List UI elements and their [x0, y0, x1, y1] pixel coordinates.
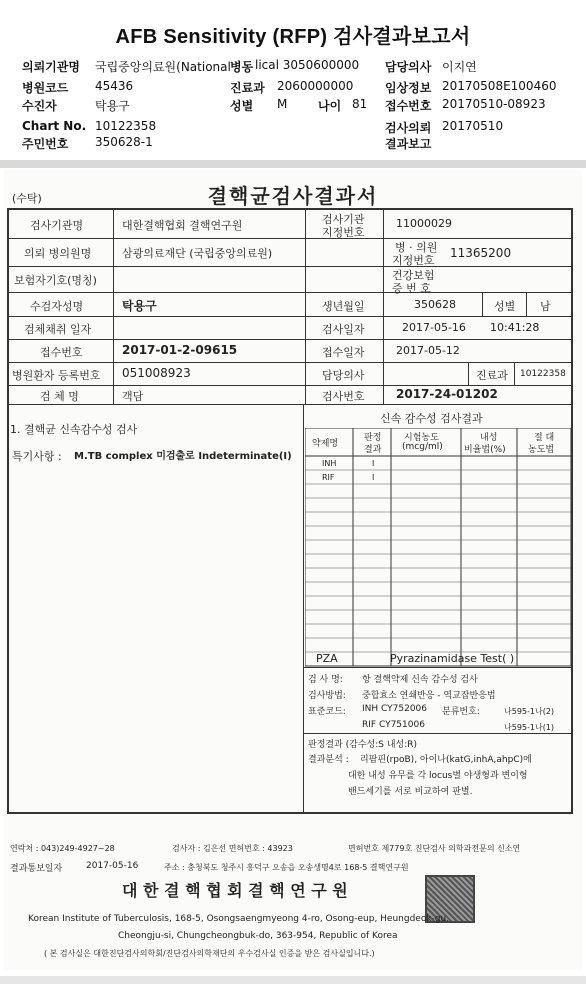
col-divider — [526, 292, 527, 316]
test-item: 1. 결핵균 신속감수성 검사 — [10, 423, 138, 436]
req-date-label: 검사의뢰 — [385, 121, 432, 135]
chart-label: Chart No. — [22, 119, 87, 133]
sex-value: M — [277, 97, 288, 111]
col-drug-header: 약제명 — [312, 439, 339, 449]
health-label-2: 증 번 호 — [392, 282, 431, 295]
judge-line: 판정결과 (감수성:S 내성:R) — [308, 740, 418, 750]
specimen-label: 검 체 명 — [40, 390, 79, 403]
col-judge-header-2: 결과 — [364, 445, 382, 455]
row-divider — [7, 266, 573, 267]
address: 주소 : 충청북도 청주시 흥덕구 오송읍 오송생명4로 168-5 결핵연구원 — [164, 863, 409, 872]
col-abs-header-2: 농도법 — [528, 445, 555, 455]
form-border-top — [7, 208, 573, 210]
org-korean: 대 한 결 핵 협 회 결 핵 연 구 원 — [122, 881, 348, 900]
health-label: 건강보험 — [392, 269, 435, 282]
test-org-no-value: 11000029 — [396, 217, 452, 230]
receipt-label: 접수번호 — [385, 99, 432, 113]
note-label: 특기사항 : — [12, 450, 62, 463]
dept-label: 진료과 — [230, 81, 265, 95]
result-grid — [305, 428, 571, 668]
tester: 검사자 : 김은선 면허번호 : 43923 — [172, 844, 293, 853]
sex-label-form: 성별 — [494, 300, 516, 313]
resident-label: 주민번호 — [22, 137, 69, 151]
note-value: M.TB complex 미검출로 Indeterminate(I) — [74, 451, 292, 462]
request-org-label: 의뢰기관명 — [22, 60, 80, 74]
form-dept-value: 10122358 — [520, 369, 566, 379]
test-org-value: 대한결핵협회 결핵연구원 — [122, 219, 243, 232]
clinical-value: 20170508E100460 — [442, 79, 557, 93]
report-date-label: 결과통보일자 — [10, 864, 63, 874]
form-dept-label: 진료과 — [476, 369, 508, 382]
col-judge-header: 판정 — [364, 433, 382, 443]
col-resist-header-2: 비율법(%) — [464, 445, 506, 455]
std-code-inh: INH CY752006 — [362, 704, 427, 714]
row-divider — [7, 385, 573, 386]
result-rif: I — [372, 473, 375, 482]
dept-value: 2060000000 — [277, 79, 354, 93]
doctor-value: 이지연 — [442, 60, 477, 74]
doctor-label: 담당의사 — [385, 60, 432, 74]
hosp-no-label-2: 지정번호 — [392, 254, 435, 267]
copy-mark: (수탁) — [12, 192, 42, 205]
analysis-line-2: 대한 내성 유무를 각 locus별 야생형과 변이형 — [348, 771, 528, 781]
request-org-value: 국립중앙의료원(National — [95, 60, 231, 74]
form-receipt-label: 접수번호 — [40, 346, 83, 359]
test-date-label: 검사일자 — [322, 323, 365, 336]
insured-label: 보험자기호(명칭) — [14, 274, 97, 287]
form-border-left — [7, 208, 9, 814]
cert-note: ( 본 검사실은 대한진단검사의학회/진단검사의학재단의 우수검사실 인증을 받은 검사실입니다.) — [44, 949, 375, 958]
sex-value-form: 남 — [540, 300, 551, 313]
report-title: AFB Sensitivity (RFP) 검사결과보고서 — [115, 26, 471, 48]
test-no-value: 2017-24-01202 — [396, 387, 498, 401]
analysis-line-1: 리팜핀(rpoB), 아이나(katG,inhA,ahpC)에 — [360, 755, 532, 765]
test-org-no-label: 검사기관 — [322, 213, 365, 226]
method-divider — [303, 667, 573, 668]
method-value: 중합효소 연쇄반응 - 역교잡반응법 — [362, 691, 496, 701]
hospital-code-value: 45436 — [95, 79, 134, 93]
row-divider — [7, 404, 573, 405]
chart-value: 10122358 — [95, 119, 157, 133]
specimen-value: 객담 — [122, 390, 144, 403]
hosp-no-value: 11365200 — [450, 246, 512, 260]
row-divider — [7, 362, 573, 363]
age-value: 81 — [352, 97, 368, 111]
analysis-label: 결과분석 : — [308, 755, 349, 765]
contact: 연락처 : 043)249-4927~28 — [10, 844, 115, 853]
form-receipt-value: 2017-01-2-09615 — [122, 343, 238, 357]
req-hosp-value: 삼광의료재단 (국립중앙의료원) — [122, 247, 273, 260]
row-divider — [7, 292, 573, 293]
judge-divider — [303, 733, 573, 734]
col-resist-header: 내성 — [480, 433, 498, 443]
test-name-label: 검 사 명: — [308, 675, 343, 685]
patient-label: 수진자 — [22, 99, 57, 113]
class-label: 분류번호: — [442, 707, 480, 717]
clinical-label: 임상정보 — [385, 81, 432, 95]
test-org-label: 검사기관명 — [30, 219, 84, 232]
org-english-line-2: Cheongju-si, Chungcheongbuk-do, 363-954, Republic of Korea — [118, 931, 398, 941]
pza-label: PZA — [316, 652, 338, 665]
hospital-code-label: 병원코드 — [22, 81, 69, 95]
std-code-label: 표준코드: — [308, 707, 346, 717]
req-hosp-label: 의뢰 병의원명 — [24, 247, 92, 260]
form-border-bottom — [7, 812, 573, 814]
col-abs-header: 절 대 — [534, 433, 555, 443]
col-divider — [383, 208, 384, 404]
row-divider — [7, 316, 573, 317]
col-divider — [482, 292, 483, 316]
analysis-line-3: 밴드세기를 서로 비교하여 판별. — [348, 787, 473, 797]
test-date-value: 2017-05-16 — [402, 321, 466, 334]
result-panel-left — [303, 404, 304, 812]
result-title: 신속 감수성 검사결과 — [380, 412, 483, 425]
ward-code-value: lical 3050600000 — [255, 58, 360, 72]
receipt-date-value: 2017-05-12 — [396, 344, 460, 357]
test-name-value: 항 결핵약제 신속 감수성 검사 — [362, 675, 478, 685]
std-code-rif: RIF CY751006 — [362, 720, 425, 730]
birth-label: 생년월일 — [322, 300, 365, 313]
test-no-label: 검사번호 — [322, 390, 365, 403]
hosp-no-label: 병 · 의원 — [395, 241, 438, 254]
collect-label: 검체채취 일자 — [24, 323, 92, 336]
receipt-date-label: 접수일자 — [322, 346, 365, 359]
method-label: 검사방법: — [308, 691, 346, 701]
form-title: 결핵균검사결과서 — [207, 184, 379, 208]
result-inh: I — [372, 459, 375, 468]
test-org-no-label-2: 지정번호 — [322, 226, 365, 239]
test-time-value: 10:41:28 — [490, 321, 540, 334]
drug-inh: INH — [322, 459, 337, 468]
examinee-value: 탁용구 — [122, 299, 157, 313]
pza-value: Pyrazinamidase Test( ) — [390, 652, 515, 665]
section-divider — [0, 160, 586, 168]
examinee-label: 수검자성명 — [30, 300, 84, 313]
sex-label: 성별 — [230, 99, 254, 113]
page-bottom-band — [0, 976, 586, 984]
col-conc-header: 시험농도 — [404, 433, 439, 443]
license: 면허번호 제779호 진단검사 의학과전문의 신소연 — [348, 844, 521, 853]
col-divider — [113, 208, 114, 404]
receipt-value: 20170510-08923 — [442, 97, 546, 111]
class-rif: 나595-1나(1) — [504, 723, 555, 732]
reg-value: 051008923 — [122, 366, 191, 380]
ward-label: 병동 — [230, 60, 254, 74]
reg-label: 병원환자 등록번호 — [12, 369, 101, 382]
col-divider — [468, 362, 469, 385]
form-border-right — [571, 208, 573, 814]
row-divider — [7, 238, 573, 239]
form-doctor-label: 담당의사 — [322, 369, 365, 382]
drug-rif: RIF — [322, 473, 335, 482]
birth-value: 350628 — [414, 298, 456, 311]
age-label: 나이 — [318, 99, 342, 113]
row-divider — [7, 339, 573, 340]
org-english-line-1: Korean Institute of Tuberculosis, 168-5, Osongsaengmyeong 4-ro, Osong-eup, Heungdeok-gu, — [28, 914, 450, 924]
result-report-label: 결과보고 — [385, 137, 432, 151]
patient-value: 탁용구 — [95, 99, 130, 113]
resident-value: 350628-1 — [95, 135, 153, 149]
col-divider — [305, 208, 306, 404]
req-date-value: 20170510 — [442, 119, 504, 133]
report-date-value: 2017-05-16 — [86, 861, 139, 871]
col-divider — [514, 362, 515, 385]
col-conc-header-2: (mcg/ml) — [402, 442, 443, 452]
class-inh: 나595-1나(2) — [504, 707, 555, 716]
